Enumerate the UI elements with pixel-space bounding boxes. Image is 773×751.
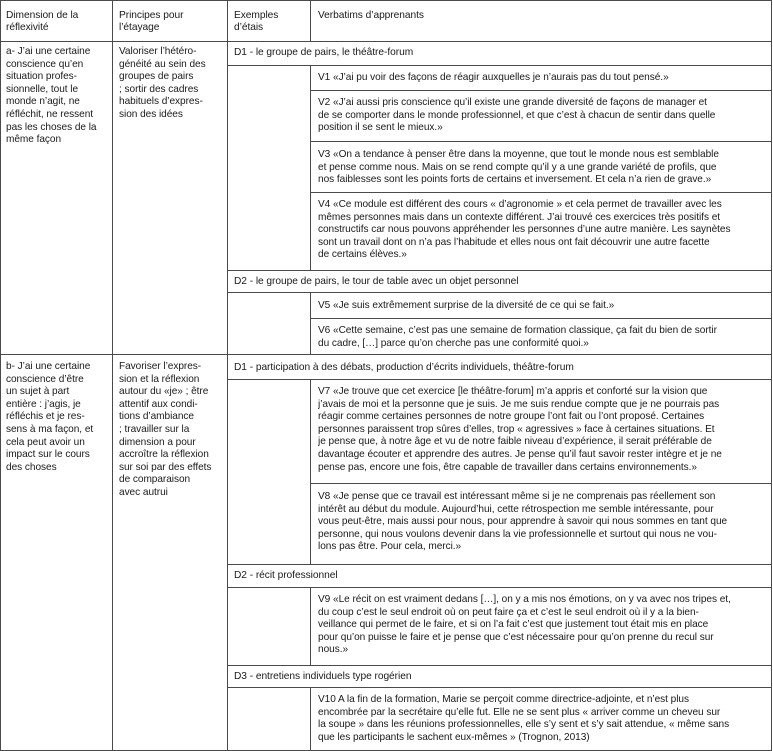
row-line [310, 141, 772, 142]
table-border-left [0, 0, 1, 751]
row-line [227, 665, 772, 666]
verbatim-v3: V3 «On a tendance à penser être dans la moyenne, que tout le monde nous est semblable et pense comme nous. Mais on se rend compte qu’il y a une grande variété de profils, que nos faiblesses sont les points forts de certains et inversement. Et cela n’a rien de grave.» [318, 149, 719, 186]
verbatim-v5: V5 «Je suis extrêmement surprise de la diversité de ce qui se fait.» [318, 300, 615, 311]
header-dimension: Dimension de la réflexivité [6, 10, 79, 34]
inner-divider-b-d3 [310, 687, 311, 751]
row-line [227, 65, 772, 66]
example-b-d3: D3 - entretiens individuels type rogérien [234, 671, 412, 682]
row-line [310, 318, 772, 319]
row-line [227, 270, 772, 271]
row-line [227, 379, 772, 380]
table-border-top [0, 0, 772, 1]
table-border-right [771, 0, 772, 751]
verbatim-v10: V10 A la fin de la formation, Marie se perçoit comme directrice-adjointe, et n’est plus encombrée par la secrétaire qu’elle fut. Elle ne se sent plus « arriver comme un cheveu sur la soupe » dans les réunions professionnelles, elle s’y sent et s’y sait attendue, « même sans que les participants le sachent eux-mêmes » (Trognon, 2013) [318, 694, 730, 743]
row-line [227, 564, 772, 565]
column-divider-2 [227, 0, 228, 751]
principle-a: Valoriser l’hétéro- généité au sein des groupes de pairs ; sortir des cadres habituels d’expres- sion des idées [119, 46, 206, 120]
row-line [227, 587, 772, 588]
example-b-d2: D2 - récit professionnel [234, 570, 338, 581]
verbatim-v1: V1 «J’ai pu voir des façons de réagir auxquelles je n’aurais pas du tout pensé.» [318, 72, 669, 83]
principle-b: Favoriser l’expres- sion et la réflexion autour du «je» ; être attentif aux condi- tions d’ambiance ; travailler sur la dimension a pour accroître la réflexion sur soi par des effets de comparaison avec autrui [119, 361, 212, 498]
header-principles: Principes pour l’étayage [119, 10, 184, 34]
dimension-a: a- J’ai une certaine conscience qu’en situation profes- sionnelle, tout le monde n’agit, ne réfléchit, ne ressent pas les choses de la même façon [6, 46, 97, 146]
verbatim-v7: V7 «Je trouve que cet exercice [le théâtre-forum] m’a appris et conforté sur la vision que j’avais de moi et la personne que je suis. Je me suis rendue compte que je ne pourrais pas réagir comme certaines personnes de notre groupe l’ont fait ou l’ont proposé. Certaines personnes paraissent trop sûres d’elles, trop « agressives » face à certaines situations. Et je pense que, à notre âge et vu de notre faible niveau d’expérience, il serait préférable de davantage écouter et apprendre des autres. Je pense qu’il faut savoir rester intègre et je ne pense pas, encore une fois, être capable de travailler dans certains environnements.» [318, 386, 722, 473]
inner-divider-a-d2 [310, 292, 311, 354]
column-divider-1 [112, 0, 113, 751]
row-line [310, 483, 772, 484]
inner-divider-b-d2 [310, 587, 311, 665]
inner-divider-a-d1 [310, 65, 311, 270]
verbatim-v8: V8 «Je pense que ce travail est intéressant même si je ne comprenais pas réellement son intérêt au début du module. Aujourd’hui, cette rétrospection me semble intéressante, pour vous peut-être, mais aussi pour nous, pour apprendre à savoir qui nous sommes en tant que personne, qui nous voulons devenir dans la vie professionnelle et surtout qui nous ne vou- lons pas être. Pour cela, merci.» [318, 491, 728, 553]
row-line [227, 687, 772, 688]
verbatim-v2: V2 «J’ai aussi pris conscience qu’il existe une grande diversité de façons de manager et de se comporter dans le monde professionnel, et que c’est à chacun de sentir dans quelle position il se sent le mieux.» [318, 97, 716, 134]
verbatim-v9: V9 «Le récit on est vraiment dedans […], on y a mis nos émotions, on y va avec nos tripes et, du coup c’est le seul endroit où on peut faire ça et c’est le seul endroit où il y a la bien- veillance qui permet de le faire, et si on l’a fait c’est que justement tout était mis en place pour qu’on puisse le faire et je pense que c’est nécessaire pour qu’on prenne du recul sur nous.» [318, 594, 731, 656]
header-verbatims: Verbatims d’apprenants [318, 10, 424, 21]
column-divider-3 [310, 0, 311, 42]
verbatim-v6: V6 «Cette semaine, c’est pas une semaine de formation classique, ça fait du bien de sortir du cadre, […] parce qu’on cherche pas une conformité quoi.» [318, 325, 717, 349]
row-line [227, 292, 772, 293]
section-divider [0, 354, 772, 355]
example-a-d2: D2 - le groupe de pairs, le tour de table avec un objet personnel [234, 276, 519, 287]
inner-divider-b-d1 [310, 379, 311, 564]
example-a-d1: D1 - le groupe de pairs, le théâtre-forum [234, 47, 414, 58]
verbatim-v4: V4 «Ce module est différent des cours « d’agronomie » et cela permet de travailler avec les mêmes personnes mais dans un contexte différent. J’ai trouvé ces exercices très positifs et constructifs car nous pouvons appréhender les personnes d’une autre manière. Les saynètes sont un travail dont on n’a pas l’habitude et elles nous ont fait découvrir une autre facette de certains élèves.» [318, 199, 731, 261]
header-examples: Exemples d’étais [234, 10, 279, 34]
example-b-d1: D1 - participation à des débats, production d’écrits individuels, théâtre-forum [234, 362, 574, 373]
row-line [310, 192, 772, 193]
header-divider [0, 41, 772, 42]
dimension-b: b- J’ai une certaine conscience d’être un sujet à part entière : j’agis, je réfléchis et je res- sens à ma façon, et cela peut avoir un impact sur le cours des choses [6, 361, 94, 473]
row-line [310, 90, 772, 91]
